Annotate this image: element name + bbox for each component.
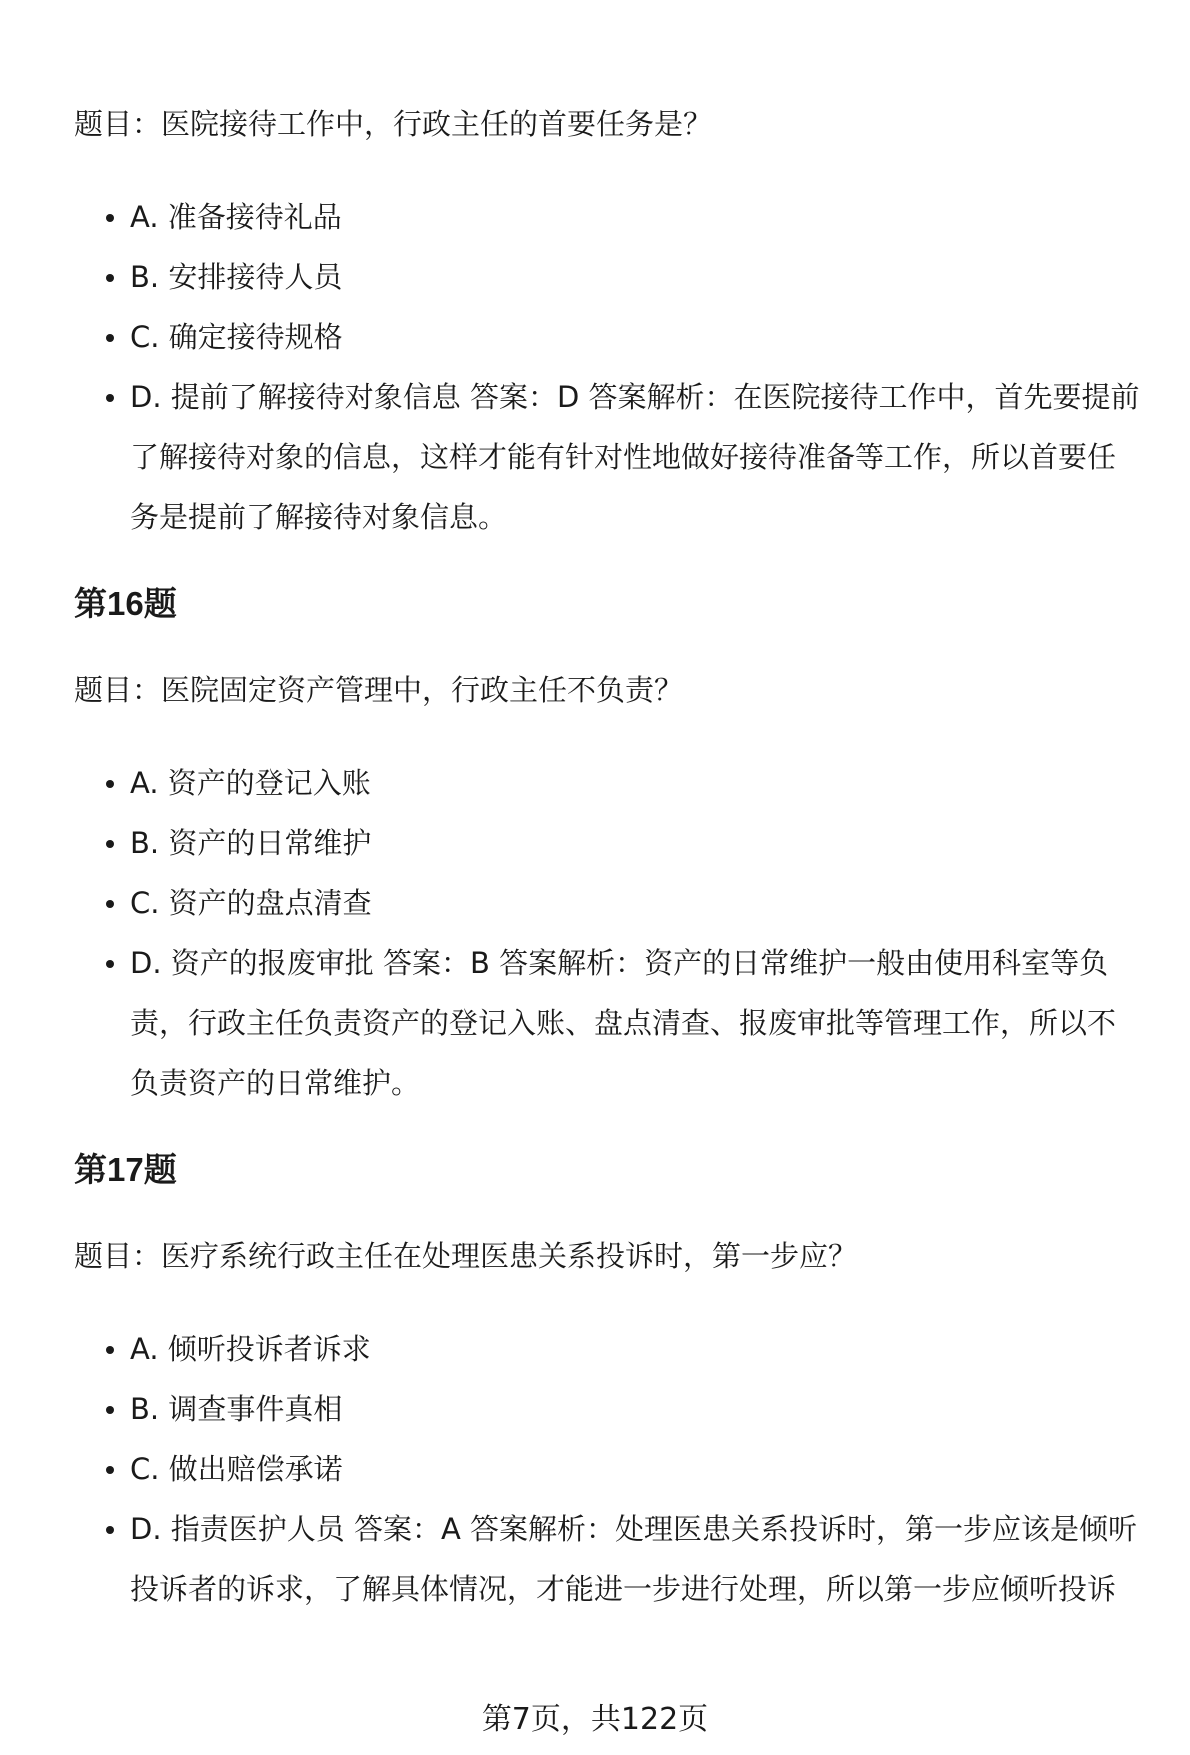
option-b: B. 安排接待人员 xyxy=(74,247,1144,307)
question-16-heading: 第16题 xyxy=(74,585,177,622)
option-a: A. 资产的登记入账 xyxy=(74,753,1144,813)
question-15-options xyxy=(74,187,1144,547)
question-16-options xyxy=(74,753,1144,1113)
question-17-heading: 第17题 xyxy=(74,1151,177,1188)
page-number-footer: 第7页，共122页 xyxy=(481,1702,709,1737)
option-d-with-answer: D. 指责医护人员 答案：A 答案解析：处理医患关系投诉时，第一步应该是倾听投诉者的诉求，了解具体情况，才能进一步进行处理，所以第一步应倾听投诉 xyxy=(74,1499,1144,1619)
question-17-text: 题目：医疗系统行政主任在处理医患关系投诉时，第一步应？ xyxy=(74,1239,858,1273)
option-c: C. 资产的盘点清查 xyxy=(74,873,1144,933)
option-a: A. 准备接待礼品 xyxy=(74,187,1144,247)
question-15-text: 题目：医院接待工作中，行政主任的首要任务是？ xyxy=(74,107,713,141)
option-d-with-answer: D. 资产的报废审批 答案：B 答案解析：资产的日常维护一般由使用科室等负责，行政主任负责资产的登记入账、盘点清查、报废审批等管理工作，所以不负责资产的日常维护。 xyxy=(74,933,1144,1113)
option-d-with-answer: D. 提前了解接待对象信息 答案：D 答案解析：在医院接待工作中，首先要提前了解接待对象的信息，这样才能有针对性地做好接待准备等工作，所以首要任务是提前了解接待对象信息。 xyxy=(74,367,1144,547)
question-16-text: 题目：医院固定资产管理中，行政主任不负责？ xyxy=(74,673,684,707)
question-17-options xyxy=(74,1319,1144,1619)
option-a: A. 倾听投诉者诉求 xyxy=(74,1319,1144,1379)
option-c: C. 确定接待规格 xyxy=(74,307,1144,367)
option-b: B. 调查事件真相 xyxy=(74,1379,1144,1439)
option-c: C. 做出赔偿承诺 xyxy=(74,1439,1144,1499)
document-content xyxy=(74,104,1144,1619)
option-b: B. 资产的日常维护 xyxy=(74,813,1144,873)
